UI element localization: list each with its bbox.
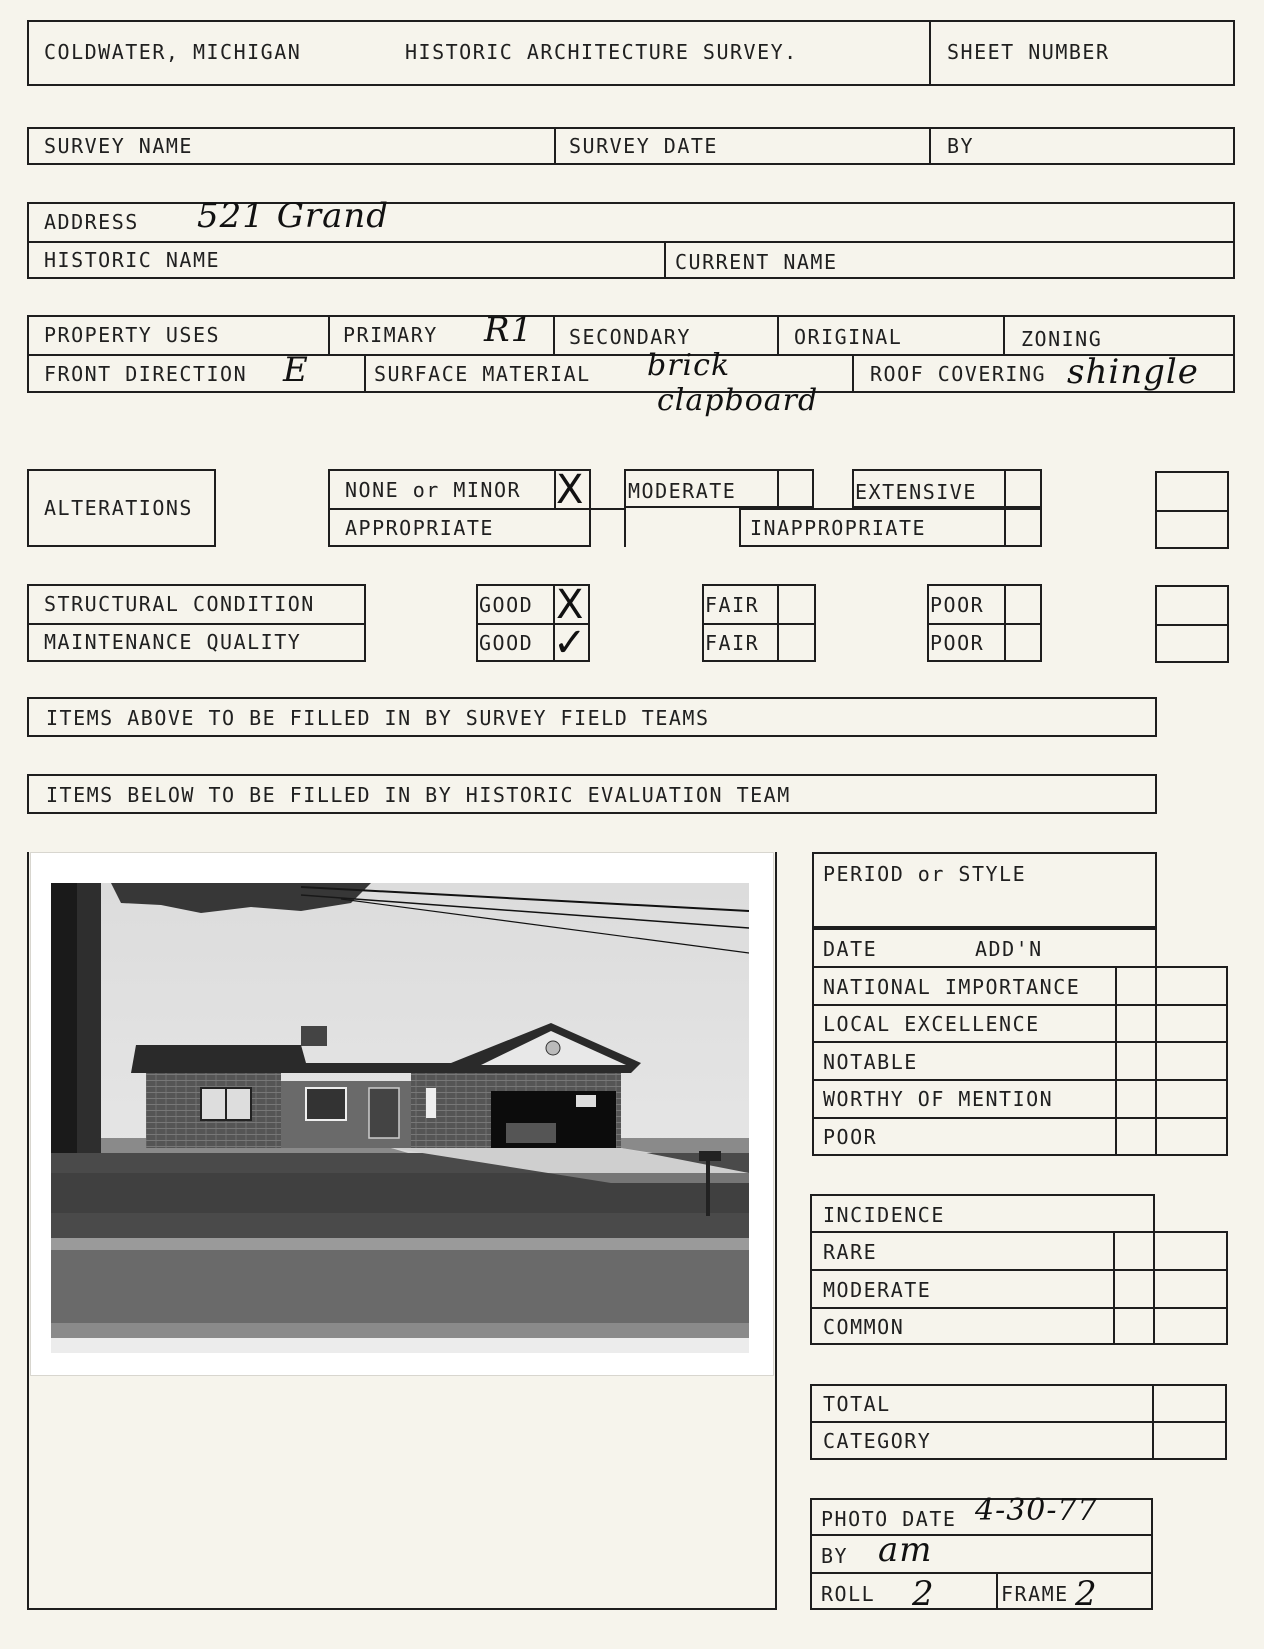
zoning-label: ZONING (1021, 327, 1103, 351)
fair-label-2: FAIR (705, 631, 760, 655)
alterations-label: ALTERATIONS (44, 496, 193, 520)
secondary-label: SECONDARY (569, 325, 691, 349)
house-photo-image (51, 883, 749, 1353)
notable-label: NOTABLE (823, 1050, 918, 1074)
roll-label: ROLL (821, 1582, 876, 1606)
date-label: DATE (823, 937, 878, 961)
primary-label: PRIMARY (343, 323, 438, 347)
original-label: ORIGINAL (794, 325, 903, 349)
rare-label: RARE (823, 1240, 878, 1264)
photo-date-label: PHOTO DATE (821, 1507, 957, 1531)
structural-good-mark: X (556, 582, 584, 628)
address-value: 521 Grand (197, 196, 390, 236)
photo-date-value: 4-30-77 (975, 1493, 1098, 1528)
common-label: COMMON (823, 1315, 905, 1339)
appropriate-label: APPROPRIATE (345, 516, 494, 540)
roof-covering-value: shingle (1067, 352, 1199, 392)
survey-date-label: SURVEY DATE (569, 134, 718, 158)
incidence-moderate-label: MODERATE (823, 1278, 932, 1302)
surface-material-label: SURFACE MATERIAL (374, 362, 591, 386)
good-label-2: GOOD (479, 631, 534, 655)
category-label: CATEGORY (823, 1429, 932, 1453)
maintenance-good-mark: ✓ (553, 620, 587, 666)
worthy-label: WORTHY OF MENTION (823, 1087, 1054, 1111)
photo-by-value: am (878, 1530, 933, 1570)
moderate-label: MODERATE (628, 479, 737, 503)
house-photo (30, 852, 774, 1376)
addn-label: ADD'N (975, 937, 1043, 961)
current-name-label: CURRENT NAME (675, 250, 838, 274)
maintenance-quality-label: MAINTENANCE QUALITY (44, 630, 302, 654)
historic-name-label: HISTORIC NAME (44, 248, 221, 272)
address-label: ADDRESS (44, 210, 139, 234)
city-label: COLDWATER, MICHIGAN (44, 40, 302, 64)
period-style-label: PERIOD or STYLE (823, 862, 1027, 886)
poor-label-2: POOR (930, 631, 985, 655)
national-importance-label: NATIONAL IMPORTANCE (823, 975, 1081, 999)
local-excellence-label: LOCAL EXCELLENCE (823, 1012, 1040, 1036)
roll-value: 2 (912, 1574, 935, 1614)
property-uses-label: PROPERTY USES (44, 323, 221, 347)
roof-covering-label: ROOF COVERING (870, 362, 1047, 386)
poor-label-1: POOR (930, 593, 985, 617)
survey-by-label: BY (947, 134, 975, 158)
frame-value: 2 (1075, 1574, 1098, 1614)
structural-condition-label: STRUCTURAL CONDITION (44, 592, 315, 616)
fair-label-1: FAIR (705, 593, 760, 617)
none-minor-label: NONE or MINOR (345, 478, 522, 502)
none-minor-mark: X (556, 467, 584, 513)
front-direction-value: E (283, 350, 309, 390)
primary-value: R1 (484, 310, 534, 350)
surface-material-value-1: brick (647, 348, 731, 383)
note-below: ITEMS BELOW TO BE FILLED IN BY HISTORIC EVALUATION TEAM (46, 783, 791, 807)
surface-material-value-2: clapboard (657, 383, 819, 418)
photo-by-label: BY (821, 1544, 849, 1568)
good-label-1: GOOD (479, 593, 534, 617)
eval-poor-label: POOR (823, 1125, 878, 1149)
front-direction-label: FRONT DIRECTION (44, 362, 248, 386)
page-title: HISTORIC ARCHITECTURE SURVEY. (405, 40, 798, 64)
inappropriate-label: INAPPROPRIATE (750, 516, 927, 540)
survey-name-label: SURVEY NAME (44, 134, 193, 158)
total-label: TOTAL (823, 1392, 891, 1416)
extensive-label: EXTENSIVE (855, 480, 977, 504)
note-above: ITEMS ABOVE TO BE FILLED IN BY SURVEY FIELD TEAMS (46, 706, 710, 730)
frame-label: FRAME (1001, 1582, 1069, 1606)
sheet-number-label: SHEET NUMBER (947, 40, 1110, 64)
incidence-label: INCIDENCE (823, 1203, 945, 1227)
